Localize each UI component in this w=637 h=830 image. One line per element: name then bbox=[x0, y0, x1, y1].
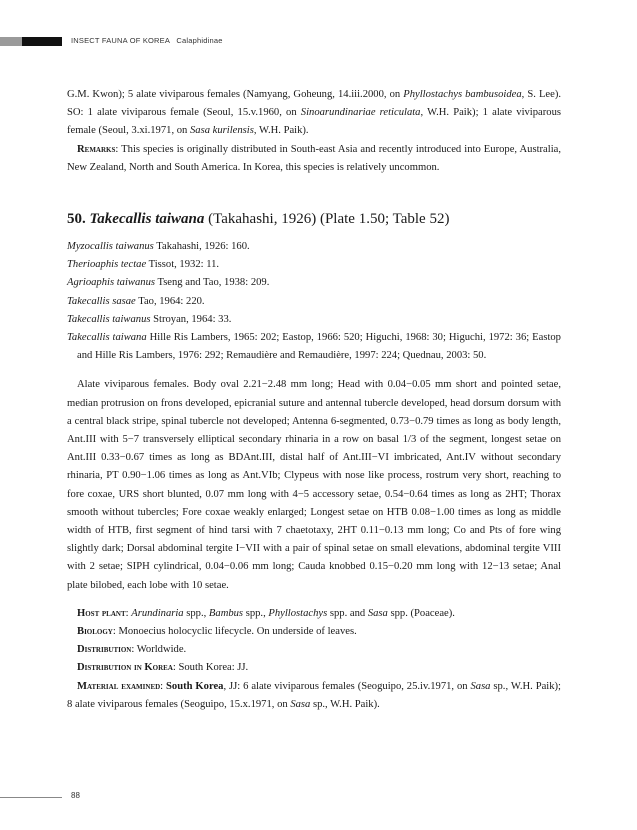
biology-paragraph: Biology: Monoecius holocyclic lifecycle. On underside of leaves. bbox=[77, 626, 357, 638]
intro-paragraph: G.M. Kwon); 5 alate viviparous females (Namyang, Goheung, 14.iii.2000, on Phyllostachys bambusoidea, S. Lee). SO: 1 alate viviparous female (Seoul, 15.v.1960, on Sinoarundinariae reticulata, W.H. Paik); 1 alate viviparous female (Seoul, 3.xi.1971, on Sasa kurilensis, W.H. Paik). bbox=[67, 89, 561, 137]
material-examined-paragraph: Material examined: South Korea, JJ: 6 alate viviparous females (Seoguipo, 25.iv.1971, on Sasa sp., W.H. Paik); 8 alate viviparous females (Seoguipo, 15.x.1971, on Sasa sp., W.H. Paik). bbox=[67, 680, 561, 710]
synonym-item: Takecallis taiwanus Stroyan, 1964: 33. bbox=[67, 313, 232, 325]
distribution-korea-paragraph: Distribution in Korea: South Korea: JJ. bbox=[77, 662, 249, 674]
synonym-item: Myzocallis taiwanus Takahashi, 1926: 160. bbox=[67, 241, 250, 253]
synonym-item: Agrioaphis taiwanus Tseng and Tao, 1938: 209. bbox=[67, 277, 270, 289]
page-number: 88 bbox=[71, 791, 80, 800]
running-header bbox=[71, 36, 223, 45]
remarks-label: Remarks bbox=[77, 143, 116, 155]
synonym-list bbox=[67, 238, 561, 365]
footer-rule bbox=[0, 797, 62, 798]
running-section: Calaphidinae bbox=[176, 36, 223, 45]
page-content bbox=[67, 86, 561, 714]
host-plant-paragraph: Host plant: Arundinaria spp., Bambus spp., Phyllostachys spp. and Sasa spp. (Poaceae). bbox=[77, 607, 455, 619]
running-title: INSECT FAUNA OF KOREA bbox=[71, 36, 171, 45]
synonym-item: Takecallis taiwana Hille Ris Lambers, 1965: 202; Eastop, 1966: 520; Higuchi, 1968: 30; Higuchi, 1972: 36; Eastop and Hille Ris Lambers, 1976: 292; Remaudière and Remaudière, 1997: 224; Quednau, 2003: 50. bbox=[67, 332, 561, 362]
synonym-item: Therioaphis tectae Tissot, 1932: 11. bbox=[67, 259, 220, 271]
distribution-paragraph: Distribution: Worldwide. bbox=[77, 644, 187, 656]
header-bar-gray bbox=[0, 37, 22, 46]
remarks-paragraph: Remarks: This species is originally distributed in South-east Asia and recently introduced into Europe, Australia, New Zealand, North and South America. In Korea, this species is relatively uncommon. bbox=[67, 143, 561, 173]
header-bar-black bbox=[22, 37, 62, 46]
synonym-item: Takecallis sasae Tao, 1964: 220. bbox=[67, 295, 205, 307]
description-paragraph: Alate viviparous females. Body oval 2.21−2.48 mm long; Head with 0.04−0.05 mm short and pointed setae, median protrusion on frons developed, epicranial suture and antennal tubercle developed, head dorsum dorsum with a central black stripe, spinal tubercle not developed; Antenna 6-segmented, 0.73−0.79 times as long as body length, Ant.III with 5−7 transversely elliptical secondary rhinaria in a row on basal 1/3 of the segment, longest setae on Ant.III 0.33−0.67 times as long as BDAnt.III, distal half of Ant.III−VI imbricated, Ant.IV without secondary rhinaria, PT 0.90−1.06 times as long as Ant.VIb; Clypeus with nose like process, rostrum very short, reaching to fore coxae, URS short blunted, 0.07 mm long with 4−5 accessory setae, 0.54−0.64 times as long as 2HT; Thorax smooth without tubercles; Fore coxae weakly enlarged; Longest setae on HTB 0.08−1.00 times as long as middle width of HTB, first segment of hind tarsi with 7 chaetotaxy, 2HT 0.11−0.13 mm long; Co and Pts of fore wing slightly dark; Dorsal abdominal tergite I−VII with a pair of spinal setae on small elevations, abdominal tergite VIII with 2 setae; SIPH cylindrical, 0.04−0.06 mm long; Cauda knobbed 0.15−0.20 mm long with 12−13 setae; Anal plate bilobed, each lobe with 10 setae. bbox=[67, 379, 561, 591]
species-heading: 50. Takecallis taiwana (Takahashi, 1926) (Plate 1.50; Table 52) bbox=[67, 211, 450, 228]
